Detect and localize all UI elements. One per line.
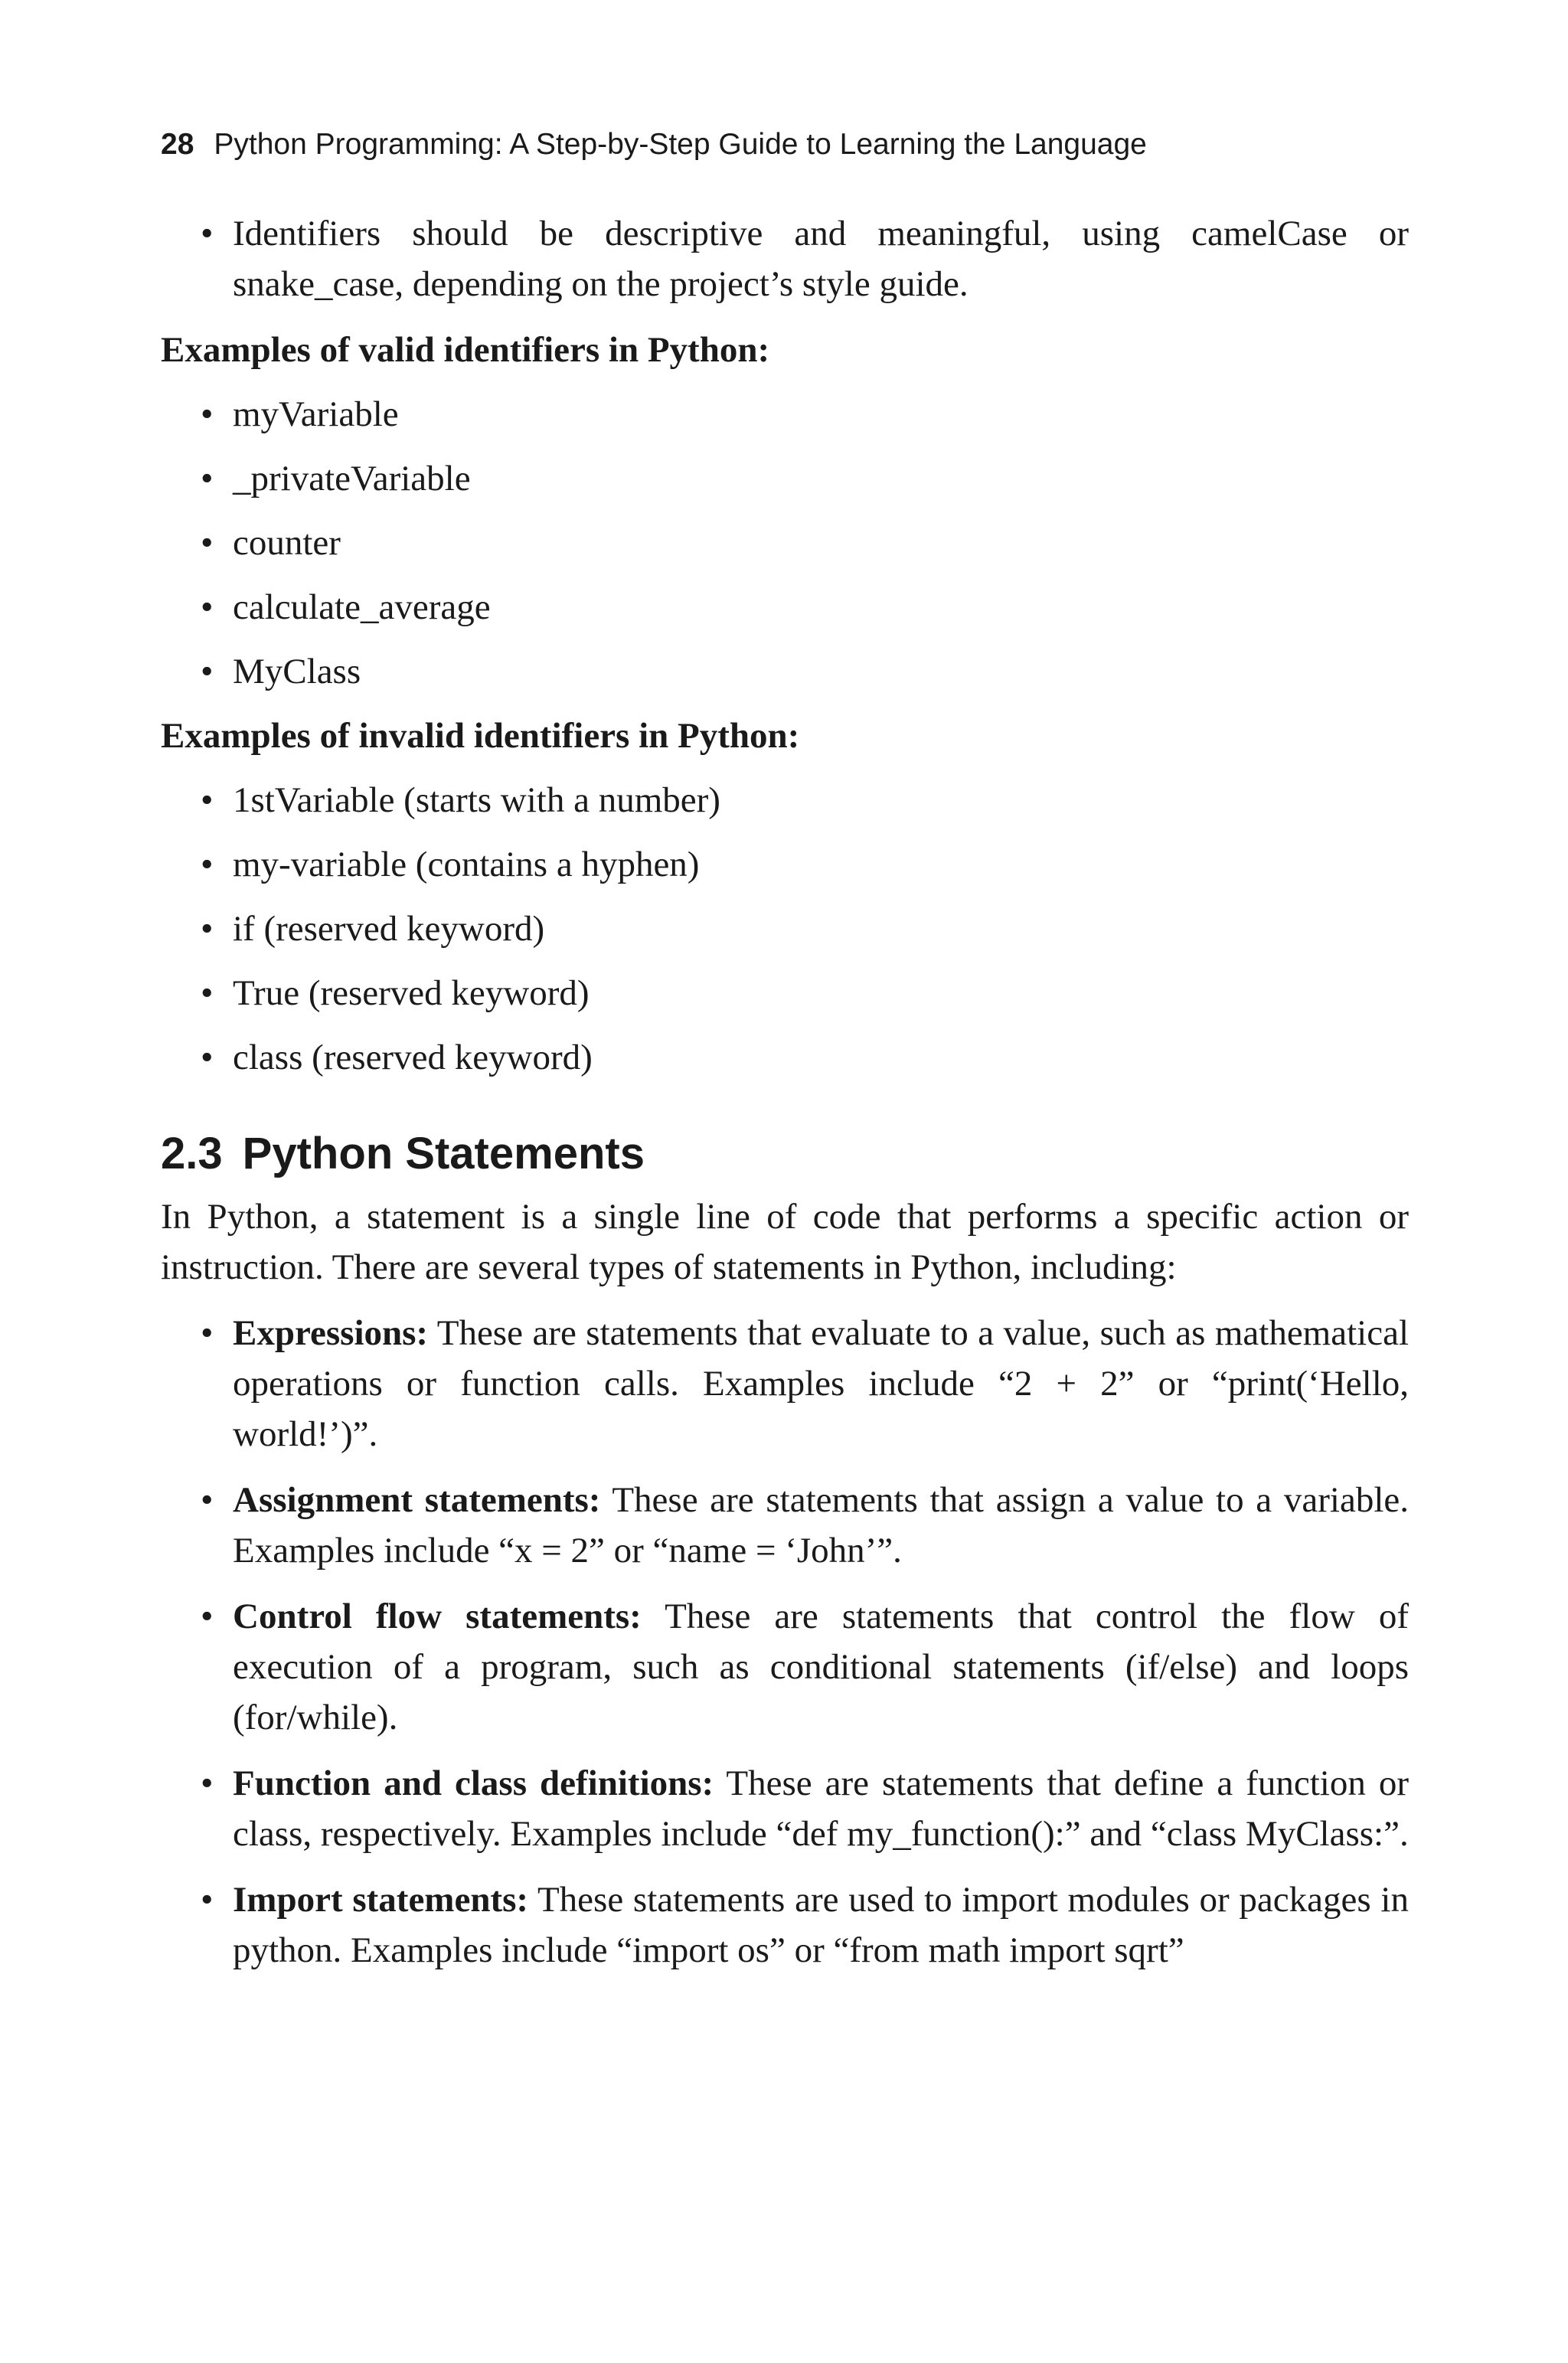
list-item-text: MyClass	[233, 652, 361, 691]
valid-identifiers-heading: Examples of valid identifiers in Python:	[161, 330, 770, 370]
bullet-icon: •	[201, 459, 214, 498]
bullet-icon: •	[201, 1313, 214, 1353]
list-item-term: Control flow statements:	[233, 1597, 642, 1636]
list-item-text: These are statements that control the flow of execution of a program, such as conditional statements (if/else) and loops (for/while).	[233, 1597, 1409, 1737]
list-item-text: True (reserved keyword)	[233, 973, 590, 1013]
section-intro-paragraph: In Python, a statement is a single line of code that performs a specific action or instruction. There are several types of statements in Python, including:	[161, 1197, 1409, 1287]
list-item-text: _privateVariable	[233, 459, 471, 498]
list-item-text: These are statements that assign a value to a variable. Examples include “x = 2” or “name = ‘John’”.	[233, 1480, 1409, 1570]
list-item	[161, 904, 1409, 954]
list-item-term: Expressions:	[233, 1313, 429, 1353]
list-item	[161, 1874, 1409, 1976]
list-item	[161, 839, 1409, 890]
list-item-text: counter	[233, 523, 341, 563]
list-item	[161, 518, 1409, 568]
bullet-icon: •	[201, 1763, 214, 1803]
bullet-icon: •	[201, 523, 214, 563]
list-item-text: 1stVariable (starts with a number)	[233, 780, 720, 820]
bullet-icon: •	[201, 909, 214, 949]
list-item	[161, 208, 1409, 309]
list-item	[161, 968, 1409, 1018]
book-title: Python Programming: A Step-by-Step Guide to Learning the Language	[214, 128, 1147, 161]
list-item-text: These are statements that define a function or class, respectively. Examples include “def my_function():” and “class MyClass:”.	[233, 1763, 1409, 1854]
list-item	[161, 1308, 1409, 1459]
list-item-text: These statements are used to import modules or packages in python. Examples include “import os” or “from math import sqrt”	[233, 1880, 1409, 1970]
bullet-icon: •	[201, 845, 214, 884]
intro-bullet-list	[161, 208, 1409, 309]
body-text	[161, 208, 1409, 1991]
section-title: Python Statements	[242, 1129, 645, 1178]
invalid-identifiers-heading: Examples of invalid identifiers in Python:	[161, 716, 800, 756]
list-item-text: if (reserved keyword)	[233, 909, 545, 949]
list-item-text: These are statements that evaluate to a value, such as mathematical operations or function calls. Examples include “2 + 2” or “print(‘Hello, world!’)”.	[233, 1313, 1409, 1454]
bullet-icon: •	[201, 1038, 214, 1077]
bullet-icon: •	[201, 1880, 214, 1920]
section-heading	[161, 1127, 1409, 1181]
bullet-icon: •	[201, 780, 214, 820]
invalid-identifiers-list	[161, 775, 1409, 1083]
list-item	[161, 1591, 1409, 1743]
bullet-icon: •	[201, 1597, 214, 1636]
bullet-icon: •	[201, 587, 214, 627]
bullet-icon: •	[201, 214, 214, 253]
list-item	[161, 453, 1409, 504]
list-item	[161, 1475, 1409, 1576]
bullet-icon: •	[201, 973, 214, 1013]
intro-bullet-text: Identifiers should be descriptive and meaningful, using camelCase or snake_case, depending on the project’s style guide.	[233, 214, 1409, 304]
list-item-text: calculate_average	[233, 587, 491, 627]
list-item	[161, 389, 1409, 440]
statement-types-list	[161, 1308, 1409, 1976]
list-item-term: Assignment statements:	[233, 1480, 601, 1520]
bullet-icon: •	[201, 394, 214, 434]
list-item-term: Function and class definitions:	[233, 1763, 714, 1803]
list-item	[161, 1758, 1409, 1859]
list-item	[161, 1032, 1409, 1083]
valid-identifiers-list	[161, 389, 1409, 697]
section-number: 2.3	[161, 1129, 223, 1178]
bullet-icon: •	[201, 1480, 214, 1520]
running-head	[161, 127, 1147, 162]
list-item	[161, 582, 1409, 632]
list-item	[161, 775, 1409, 825]
bullet-icon: •	[201, 652, 214, 691]
list-item-term: Import statements:	[233, 1880, 529, 1920]
list-item-text: my-variable (contains a hyphen)	[233, 845, 700, 884]
list-item	[161, 646, 1409, 697]
list-item-text: class (reserved keyword)	[233, 1038, 593, 1077]
list-item-text: myVariable	[233, 394, 399, 434]
page-number: 28	[161, 128, 194, 161]
